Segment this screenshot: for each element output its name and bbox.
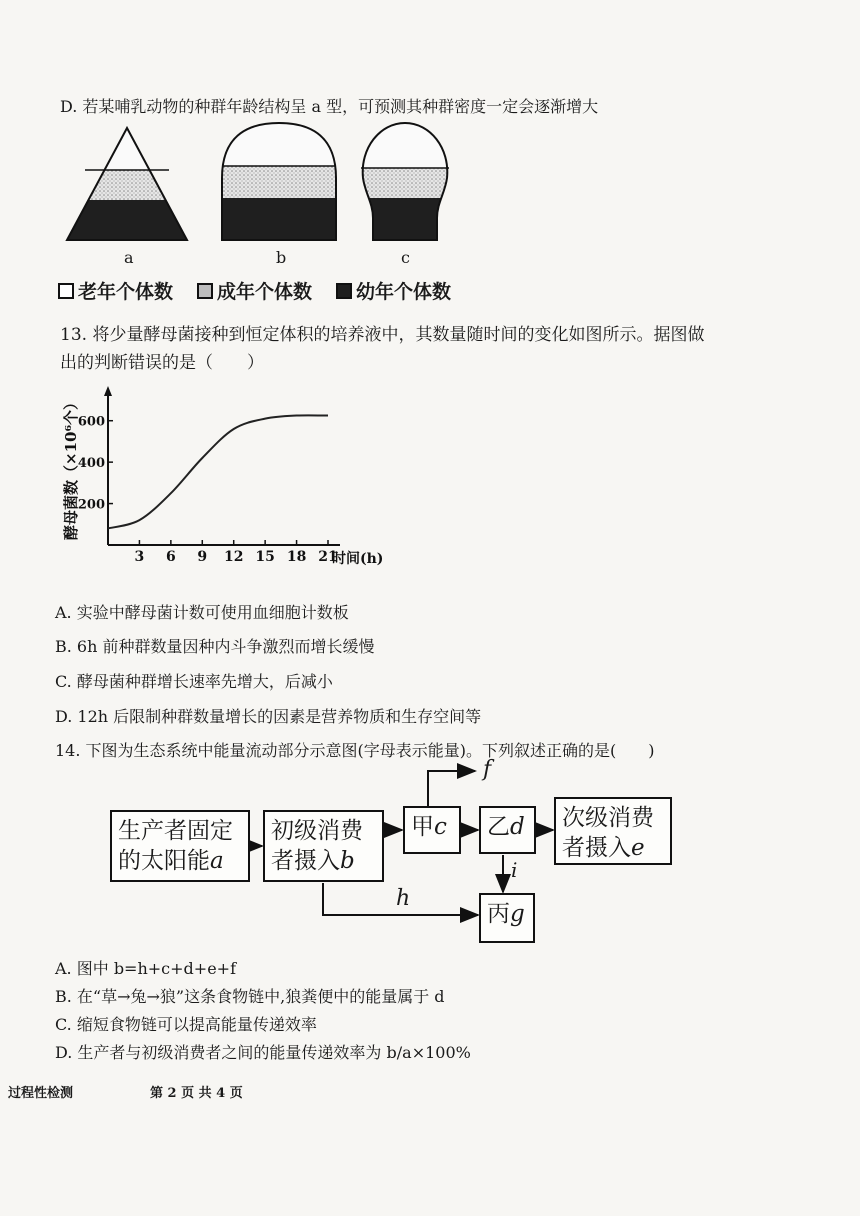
box-jia [403, 806, 461, 854]
secondary-line1: 次级消费 [562, 805, 654, 831]
q13-stem-line2: 出的判断错误的是（ ） [60, 353, 264, 373]
secondary-line2: 者摄入 [562, 835, 631, 861]
y-tick-label: 400 [77, 456, 105, 472]
x-tick-label: 15 [255, 549, 275, 565]
producer-var: a [210, 848, 224, 874]
q13-option-d: D. 12h 后限制种群数量增长的因素是营养物质和生存空间等 [55, 707, 482, 726]
q14-option-b: B. 在“草→兔→狼”这条食物链中,狼粪便中的能量属于 d [55, 987, 445, 1006]
q14-option-d: D. 生产者与初级消费者之间的能量传递效率为 b/a×100% [55, 1043, 471, 1062]
primary-line1: 初级消费 [271, 818, 363, 844]
y-tick-label: 600 [77, 414, 105, 430]
x-tick-label: 12 [223, 549, 244, 565]
yi-var: d [510, 814, 525, 840]
box-producer [110, 810, 250, 882]
q13-stem-line1: 13. 将少量酵母菌接种到恒定体积的培养液中，其数量随时间的变化如图所示。据图做 [60, 325, 705, 345]
q13-option-b: B. 6h 前种群数量因种内斗争激烈而增长缓慢 [55, 637, 375, 656]
chart-xlabel: 时间(h) [332, 551, 384, 567]
footer-page-number: 第 2 页 共 4 页 [150, 1086, 243, 1101]
x-tick-label: 3 [134, 549, 145, 565]
legend-old: 老年个体数 [78, 281, 174, 303]
q13-option-a: A. 实验中酵母菌计数可使用血细胞计数板 [55, 603, 349, 622]
x-tick-label: 9 [197, 549, 208, 565]
legend-young: 幼年个体数 [356, 281, 452, 303]
q14-option-a: A. 图中 b=h+c+d+e+f [55, 959, 236, 978]
footer-exam-name: 过程性检测 [8, 1086, 74, 1101]
bing-var: g [510, 901, 525, 927]
q14-stem: 14. 下图为生态系统中能量流动部分示意图(字母表示能量)。下列叙述正确的是( ) [55, 741, 655, 760]
jia-label: 甲 [411, 814, 434, 840]
box-primary-consumer [263, 810, 384, 882]
shape-label-b: b [276, 248, 287, 267]
shape-label-c: c [401, 248, 410, 267]
shape-label-a: a [124, 248, 134, 267]
producer-line1: 生产者固定 [118, 818, 233, 844]
primary-var: b [340, 848, 355, 874]
x-tick-label: 6 [165, 549, 176, 565]
y-tick-label: 200 [77, 497, 105, 513]
yi-label: 乙 [487, 814, 510, 840]
chart-ylabel: 酵母菌数（×10⁶个） [62, 394, 80, 540]
x-tick-label: 21 [318, 549, 338, 565]
arrow-label-h: h [396, 886, 411, 911]
jia-var: c [434, 814, 447, 840]
x-tick-label: 18 [286, 549, 307, 565]
bing-label: 丙 [487, 901, 510, 927]
q13-option-c: C. 酵母菌种群增长速率先增大，后减小 [55, 672, 333, 691]
producer-line2: 的太阳能 [118, 848, 210, 874]
arrow-label-i: i [511, 858, 518, 882]
legend-adult: 成年个体数 [217, 281, 313, 303]
box-secondary-consumer [554, 797, 672, 865]
q12-option-d: D. 若某哺乳动物的种群年龄结构呈 a 型，可预测其种群密度一定会逐渐增大 [60, 97, 599, 116]
box-bing [479, 893, 535, 943]
arrow-label-f: f [483, 757, 492, 782]
primary-line2: 者摄入 [271, 848, 340, 874]
box-yi [479, 806, 536, 854]
q14-option-c: C. 缩短食物链可以提高能量传递效率 [55, 1015, 317, 1034]
secondary-var: e [631, 835, 645, 861]
